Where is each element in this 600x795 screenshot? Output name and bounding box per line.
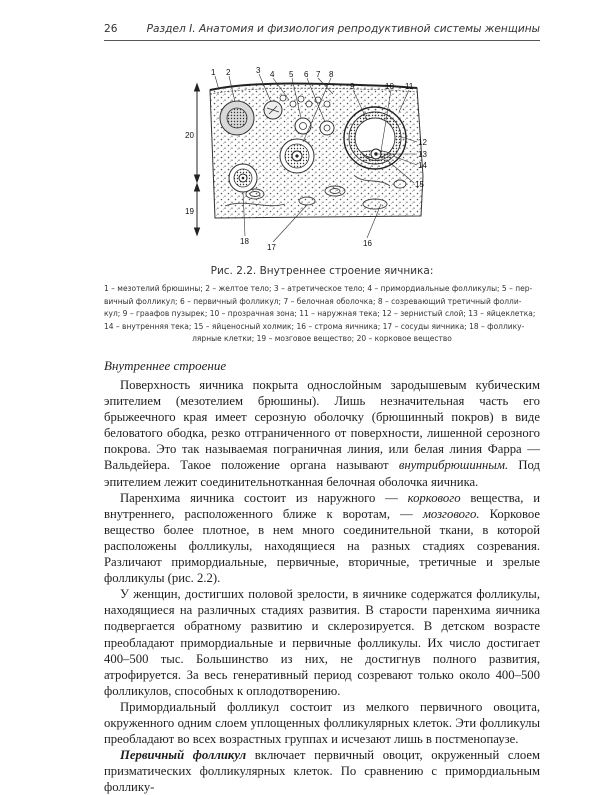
legend-line: лярные клетки; 19 – мозговое вещество; 20 – корковое вещество <box>192 334 452 344</box>
label-20: 20 <box>185 131 194 140</box>
legend-line: 1 – мезотелий брюшины; 2 – желтое тело; 3 – атретическое тело; 4 – примордиальные фолликулы; 5 – пер- <box>104 284 533 293</box>
corpus-luteum <box>220 101 254 135</box>
label-8: 8 <box>329 70 334 79</box>
label-2: 2 <box>226 68 231 77</box>
legend-line: вичный фолликул; 6 – первичный фолликул; 7 – белочная оболочка; 8 – созревающий третичный фолли- <box>104 296 522 306</box>
label-19: 19 <box>185 207 194 216</box>
paragraph: У женщин, достигших половой зрелости, в яичнике содержатся фолликулы, находящиеся на различных стадиях развития. В старости паренхима яичника подвергается обратному развитию и склерозируется. В детском возрасте преобладают примордиальные и первичные фолликулы. Их число достигает 400–500 тыс. Большинство из них, не достигнув полного развития, атрофируется. За весь генеративный период созревают только около 400–500 фолликулов, способных к оплодотворению. <box>104 587 540 698</box>
tertiary-follicle <box>280 139 314 173</box>
figure-caption: Рис. 2.2. Внутреннее строение яичника: <box>210 265 434 277</box>
label-5: 5 <box>289 70 294 79</box>
section-heading: Внутреннее строение <box>104 358 227 373</box>
label-12: 12 <box>418 138 427 147</box>
page-number: 26 <box>104 23 118 35</box>
label-17: 17 <box>267 243 276 252</box>
paragraph: Первичный фолликул включает первичный овоцит, окруженный слоем призматических фолликулярных клеток. По сравнению с примордиальным фоллику- <box>104 748 540 795</box>
ovary-illustration <box>185 66 450 256</box>
figure-legend <box>104 283 540 346</box>
running-header <box>104 22 540 41</box>
label-3: 3 <box>256 66 261 75</box>
paragraph: Паренхима яичника состоит из наружного — коркового вещества, и внутреннего, расположенного ближе к воротам, — мозгового. Корковое вещество более плотное, в нем много соединительной ткани, в которой расположены фолликулы, находящиеся на разных стадиях созревания. Различают примордиальные, первичные, вторичные, третичные и зрелые фолликулы (рис. 2.2). <box>104 490 541 586</box>
label-9: 9 <box>350 82 355 91</box>
label-13: 13 <box>418 150 427 159</box>
legend-line: 14 – внутренняя тека; 15 – яйценосный холмик; 16 – строма яичника; 17 – сосуды яичника; 18 – фоллику- <box>104 321 525 331</box>
label-6: 6 <box>304 70 309 79</box>
label-16: 16 <box>363 239 372 248</box>
graafian-vesicle <box>344 107 406 169</box>
ovary-figure <box>185 66 450 256</box>
label-11: 11 <box>405 82 414 91</box>
paragraph: Поверхность яичника покрыта однослойным зародышевым кубическим эпителием (мезотелием брюшины). Лишь незначительная часть его брыжеечного края имеет серозную оболочку (брюшинный покров) в виде беловатого ободка, резко отграниченного от поверхности, лишенной серозного покрова. Это так называемая пограничная линия, или белая линия Фарра — Вальдейера. Такое положение органа называют внутрибрюшинным. Под эпителием лежит соединительнотканная белочная оболочка яичника. <box>104 378 540 489</box>
label-1: 1 <box>211 68 216 77</box>
label-15: 15 <box>415 180 424 189</box>
label-7: 7 <box>316 70 321 79</box>
scale-arrows <box>195 84 200 235</box>
follicular-cells-follicle <box>229 164 257 192</box>
label-4: 4 <box>270 70 275 79</box>
label-10: 10 <box>385 82 394 91</box>
legend-line: кул; 9 – граафов пузырек; 10 – прозрачная зона; 11 – наружная тека; 12 – зернистый слой; 13 – яйцеклетка; <box>104 309 536 319</box>
label-18: 18 <box>240 237 249 246</box>
body-text <box>104 377 540 795</box>
label-14: 14 <box>418 161 427 170</box>
atretic-body <box>264 101 282 119</box>
header-title: Раздел I. Анатомия и физиология репродуктивной системы женщины <box>146 23 540 35</box>
paragraph: Примордиальный фолликул состоит из мелкого первичного овоцита, окруженного одним слоем уплощенных фолликулярных клеток. Эти фолликулы преобладают во всех возрастных группах и исчезают лишь в постменопаузе. <box>104 699 540 747</box>
